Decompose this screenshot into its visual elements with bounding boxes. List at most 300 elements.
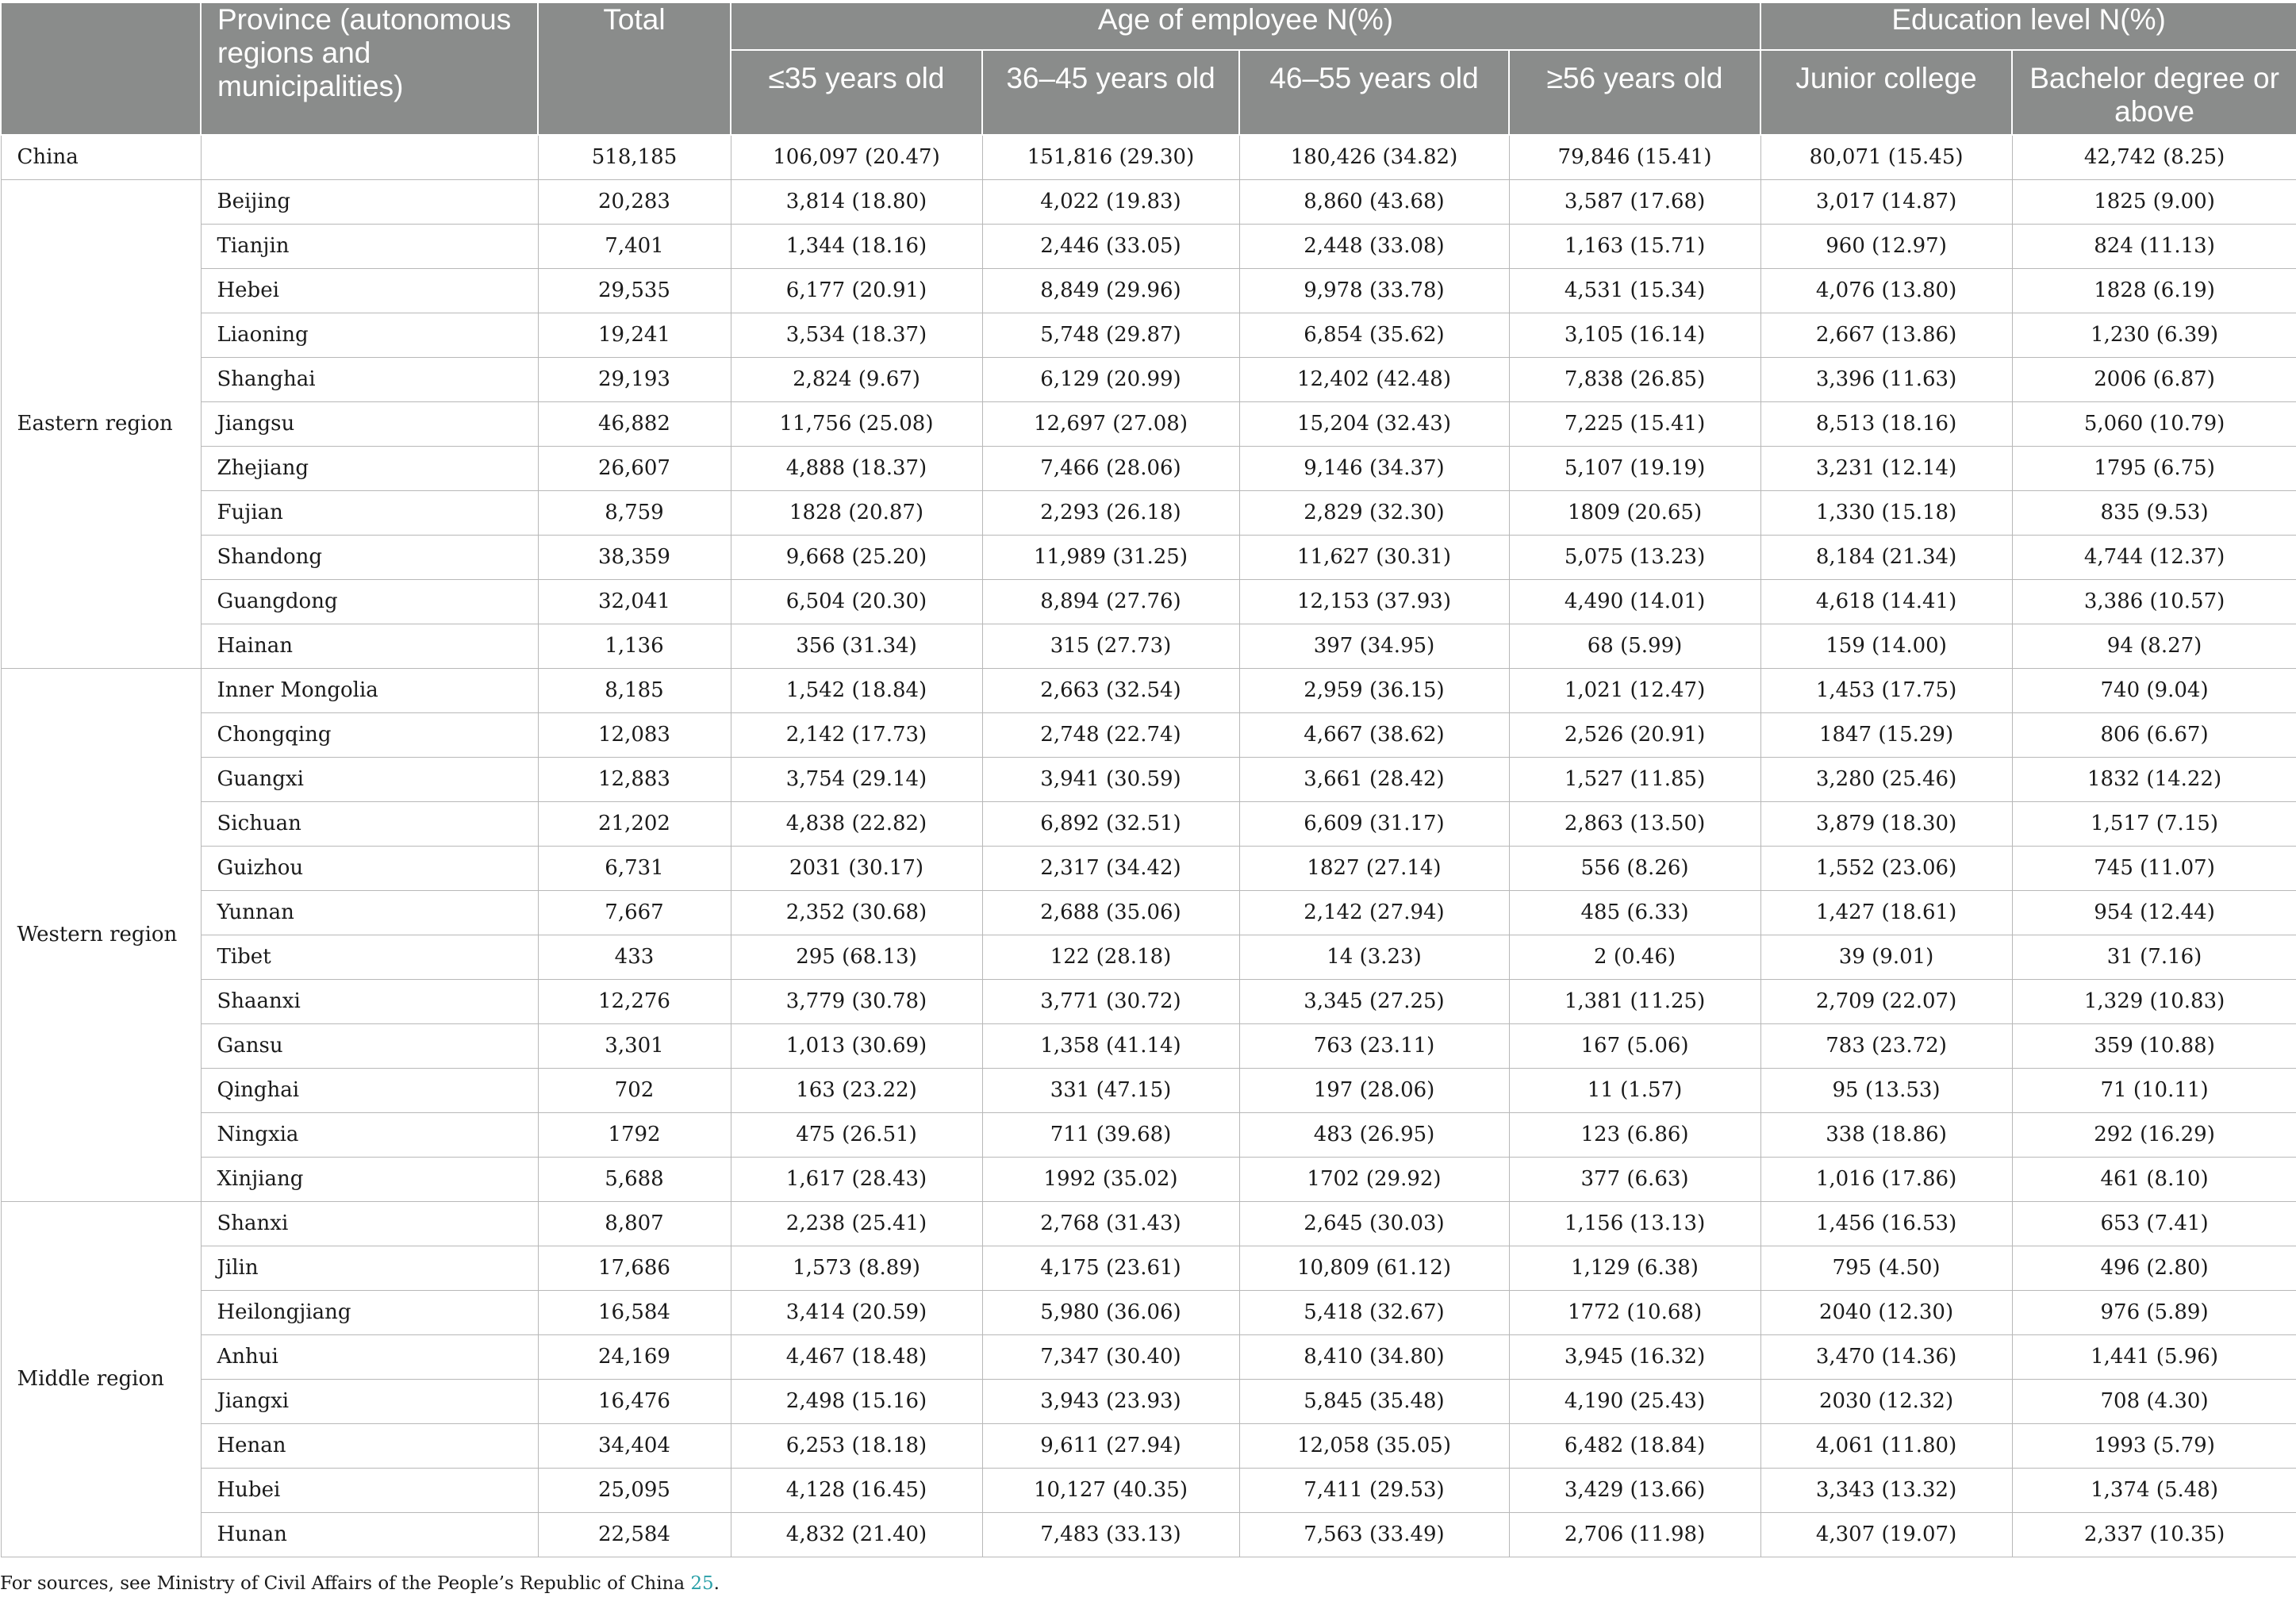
data-cell: 763 (23.11) <box>1239 1023 1509 1068</box>
data-cell: 292 (16.29) <box>2012 1112 2296 1157</box>
total-cell: 7,401 <box>538 224 731 268</box>
data-cell: 3,343 (13.32) <box>1760 1468 2012 1512</box>
data-cell: 1847 (15.29) <box>1760 712 2012 757</box>
province-cell: Gansu <box>201 1023 538 1068</box>
province-cell: Heilongjiang <box>201 1290 538 1334</box>
total-cell: 8,807 <box>538 1201 731 1246</box>
data-cell: 1,453 (17.75) <box>1760 668 2012 712</box>
data-cell: 3,941 (30.59) <box>982 757 1239 801</box>
data-cell: 122 (28.18) <box>982 935 1239 979</box>
header-bachelor: Bachelor degree or above <box>2012 50 2296 135</box>
employee-table <box>0 2 2296 1557</box>
data-cell: 94 (8.27) <box>2012 624 2296 668</box>
total-cell: 16,476 <box>538 1379 731 1423</box>
data-cell: 1,441 (5.96) <box>2012 1334 2296 1379</box>
table-row <box>1 268 2296 313</box>
total-cell: 26,607 <box>538 446 731 490</box>
data-cell: 4,467 (18.48) <box>731 1334 982 1379</box>
data-cell: 1,573 (8.89) <box>731 1246 982 1290</box>
data-cell: 3,231 (12.14) <box>1760 446 2012 490</box>
data-cell: 79,846 (15.41) <box>1509 135 1760 179</box>
total-cell: 17,686 <box>538 1246 731 1290</box>
data-cell: 1,156 (13.13) <box>1509 1201 1760 1246</box>
data-cell: 5,075 (13.23) <box>1509 535 1760 579</box>
total-cell: 46,882 <box>538 401 731 446</box>
data-cell: 795 (4.50) <box>1760 1246 2012 1290</box>
data-cell: 331 (47.15) <box>982 1068 1239 1112</box>
header-age-46-55: 46–55 years old <box>1239 50 1509 135</box>
data-cell: 11,627 (30.31) <box>1239 535 1509 579</box>
header-education-group: Education level N(%) <box>1760 2 2296 50</box>
total-cell: 25,095 <box>538 1468 731 1512</box>
data-cell: 7,225 (15.41) <box>1509 401 1760 446</box>
total-cell: 433 <box>538 935 731 979</box>
province-cell: Tianjin <box>201 224 538 268</box>
data-cell: 1,230 (6.39) <box>2012 313 2296 357</box>
data-cell: 3,345 (27.25) <box>1239 979 1509 1023</box>
table-row <box>1 1068 2296 1112</box>
data-cell: 954 (12.44) <box>2012 890 2296 935</box>
region-label: Eastern region <box>1 179 201 668</box>
data-cell: 2,448 (33.08) <box>1239 224 1509 268</box>
data-cell: 11 (1.57) <box>1509 1068 1760 1112</box>
total-cell: 20,283 <box>538 179 731 224</box>
data-cell: 1828 (6.19) <box>2012 268 2296 313</box>
data-cell: 4,128 (16.45) <box>731 1468 982 1512</box>
data-cell: 9,668 (25.20) <box>731 535 982 579</box>
data-cell: 4,531 (15.34) <box>1509 268 1760 313</box>
table-row <box>1 179 2296 224</box>
data-cell: 3,105 (16.14) <box>1509 313 1760 357</box>
data-cell: 3,754 (29.14) <box>731 757 982 801</box>
data-cell: 2,645 (30.03) <box>1239 1201 1509 1246</box>
data-cell: 9,611 (27.94) <box>982 1423 1239 1468</box>
table-row <box>1 712 2296 757</box>
province-cell: Guangdong <box>201 579 538 624</box>
data-cell: 1832 (14.22) <box>2012 757 2296 801</box>
province-cell: Shanghai <box>201 357 538 401</box>
header-total: Total <box>538 2 731 135</box>
data-cell: 1,517 (7.15) <box>2012 801 2296 846</box>
header-age-36-45: 36–45 years old <box>982 50 1239 135</box>
data-cell: 1809 (20.65) <box>1509 490 1760 535</box>
data-cell: 4,832 (21.40) <box>731 1512 982 1557</box>
region-label: China <box>1 135 201 179</box>
data-cell: 7,563 (33.49) <box>1239 1512 1509 1557</box>
data-cell: 6,854 (35.62) <box>1239 313 1509 357</box>
province-cell: Hubei <box>201 1468 538 1512</box>
province-cell: Guizhou <box>201 846 538 890</box>
data-cell: 1,374 (5.48) <box>2012 1468 2296 1512</box>
data-cell: 5,748 (29.87) <box>982 313 1239 357</box>
data-cell: 3,414 (20.59) <box>731 1290 982 1334</box>
province-cell: Shandong <box>201 535 538 579</box>
data-cell: 1,542 (18.84) <box>731 668 982 712</box>
data-cell: 4,618 (14.41) <box>1760 579 2012 624</box>
table-row <box>1 668 2296 712</box>
data-cell: 3,470 (14.36) <box>1760 1334 2012 1379</box>
data-cell: 3,017 (14.87) <box>1760 179 2012 224</box>
data-cell: 42,742 (8.25) <box>2012 135 2296 179</box>
data-cell: 1772 (10.68) <box>1509 1290 1760 1334</box>
data-cell: 106,097 (20.47) <box>731 135 982 179</box>
region-label: Western region <box>1 668 201 1201</box>
data-cell: 2,498 (15.16) <box>731 1379 982 1423</box>
total-cell: 6,731 <box>538 846 731 890</box>
data-cell: 3,879 (18.30) <box>1760 801 2012 846</box>
data-cell: 6,129 (20.99) <box>982 357 1239 401</box>
table-row <box>1 446 2296 490</box>
data-cell: 2,526 (20.91) <box>1509 712 1760 757</box>
data-cell: 12,058 (35.05) <box>1239 1423 1509 1468</box>
data-cell: 1827 (27.14) <box>1239 846 1509 890</box>
table-row <box>1 979 2296 1023</box>
data-cell: 123 (6.86) <box>1509 1112 1760 1157</box>
region-label: Middle region <box>1 1201 201 1557</box>
data-cell: 1,344 (18.16) <box>731 224 982 268</box>
data-cell: 1993 (5.79) <box>2012 1423 2296 1468</box>
province-cell: Yunnan <box>201 890 538 935</box>
table-row <box>1 1246 2296 1290</box>
table-row-china <box>1 135 2296 179</box>
total-cell: 1,136 <box>538 624 731 668</box>
header-age-group: Age of employee N(%) <box>731 2 1760 50</box>
province-cell: Inner Mongolia <box>201 668 538 712</box>
data-cell: 4,490 (14.01) <box>1509 579 1760 624</box>
footnote-end: . <box>713 1573 720 1594</box>
data-cell: 2040 (12.30) <box>1760 1290 2012 1334</box>
data-cell: 4,744 (12.37) <box>2012 535 2296 579</box>
data-cell: 2,863 (13.50) <box>1509 801 1760 846</box>
data-cell: 2,768 (31.43) <box>982 1201 1239 1246</box>
data-cell: 10,127 (40.35) <box>982 1468 1239 1512</box>
total-cell: 19,241 <box>538 313 731 357</box>
data-cell: 11,756 (25.08) <box>731 401 982 446</box>
data-cell: 3,945 (16.32) <box>1509 1334 1760 1379</box>
data-cell: 1,358 (41.14) <box>982 1023 1239 1068</box>
data-cell: 2,667 (13.86) <box>1760 313 2012 357</box>
data-cell: 14 (3.23) <box>1239 935 1509 979</box>
total-cell: 12,883 <box>538 757 731 801</box>
table-body <box>1 135 2296 1557</box>
data-cell: 2,293 (26.18) <box>982 490 1239 535</box>
total-cell: 3,301 <box>538 1023 731 1068</box>
province-cell: Qinghai <box>201 1068 538 1112</box>
table-row <box>1 1423 2296 1468</box>
total-cell: 518,185 <box>538 135 731 179</box>
header-age-56-over: ≥56 years old <box>1509 50 1760 135</box>
province-cell: Zhejiang <box>201 446 538 490</box>
data-cell: 8,849 (29.96) <box>982 268 1239 313</box>
data-cell: 3,771 (30.72) <box>982 979 1239 1023</box>
data-cell: 2,337 (10.35) <box>2012 1512 2296 1557</box>
data-cell: 2,748 (22.74) <box>982 712 1239 757</box>
data-cell: 4,190 (25.43) <box>1509 1379 1760 1423</box>
data-cell: 824 (11.13) <box>2012 224 2296 268</box>
footnote <box>0 1573 720 1594</box>
data-cell: 159 (14.00) <box>1760 624 2012 668</box>
data-cell: 15,204 (32.43) <box>1239 401 1509 446</box>
data-cell: 31 (7.16) <box>2012 935 2296 979</box>
data-cell: 95 (13.53) <box>1760 1068 2012 1112</box>
total-cell: 29,535 <box>538 268 731 313</box>
data-cell: 8,894 (27.76) <box>982 579 1239 624</box>
table-row <box>1 579 2296 624</box>
table-row <box>1 624 2296 668</box>
data-cell: 6,177 (20.91) <box>731 268 982 313</box>
table-row <box>1 757 2296 801</box>
data-cell: 10,809 (61.12) <box>1239 1246 1509 1290</box>
total-cell: 34,404 <box>538 1423 731 1468</box>
data-cell: 8,410 (34.80) <box>1239 1334 1509 1379</box>
data-cell: 6,504 (20.30) <box>731 579 982 624</box>
data-cell: 1,021 (12.47) <box>1509 668 1760 712</box>
data-cell: 8,513 (18.16) <box>1760 401 2012 446</box>
table-row <box>1 1468 2296 1512</box>
data-cell: 7,347 (30.40) <box>982 1334 1239 1379</box>
data-cell: 2006 (6.87) <box>2012 357 2296 401</box>
table-row <box>1 313 2296 357</box>
data-cell: 475 (26.51) <box>731 1112 982 1157</box>
data-cell: 3,396 (11.63) <box>1760 357 2012 401</box>
province-cell: Hainan <box>201 624 538 668</box>
table-row <box>1 1512 2296 1557</box>
province-cell: Xinjiang <box>201 1157 538 1201</box>
data-cell: 3,814 (18.80) <box>731 179 982 224</box>
data-cell: 1702 (29.92) <box>1239 1157 1509 1201</box>
data-cell: 4,667 (38.62) <box>1239 712 1509 757</box>
total-cell: 7,667 <box>538 890 731 935</box>
data-cell: 2,317 (34.42) <box>982 846 1239 890</box>
data-cell: 356 (31.34) <box>731 624 982 668</box>
data-cell: 2 (0.46) <box>1509 935 1760 979</box>
header-province: Province (autonomous regions and municipalities) <box>201 2 538 135</box>
reference-link[interactable]: 25 <box>690 1573 714 1594</box>
data-cell: 4,022 (19.83) <box>982 179 1239 224</box>
table-row <box>1 490 2296 535</box>
table-row <box>1 890 2296 935</box>
province-cell: Hunan <box>201 1512 538 1557</box>
table-row <box>1 1201 2296 1246</box>
data-cell: 4,061 (11.80) <box>1760 1423 2012 1468</box>
data-cell: 2,824 (9.67) <box>731 357 982 401</box>
total-cell: 1792 <box>538 1112 731 1157</box>
total-cell: 702 <box>538 1068 731 1112</box>
data-cell: 8,860 (43.68) <box>1239 179 1509 224</box>
data-cell: 1,552 (23.06) <box>1760 846 2012 890</box>
data-cell: 377 (6.63) <box>1509 1157 1760 1201</box>
table-row <box>1 1112 2296 1157</box>
data-cell: 1,456 (16.53) <box>1760 1201 2012 1246</box>
data-cell: 1,527 (11.85) <box>1509 757 1760 801</box>
data-cell: 4,307 (19.07) <box>1760 1512 2012 1557</box>
data-cell: 3,587 (17.68) <box>1509 179 1760 224</box>
data-cell: 960 (12.97) <box>1760 224 2012 268</box>
province-cell: Shaanxi <box>201 979 538 1023</box>
province-cell: Beijing <box>201 179 538 224</box>
data-cell: 4,888 (18.37) <box>731 446 982 490</box>
data-cell: 5,107 (19.19) <box>1509 446 1760 490</box>
data-cell: 5,980 (36.06) <box>982 1290 1239 1334</box>
data-cell: 4,838 (22.82) <box>731 801 982 846</box>
data-cell: 2,709 (22.07) <box>1760 979 2012 1023</box>
data-cell: 397 (34.95) <box>1239 624 1509 668</box>
data-cell: 485 (6.33) <box>1509 890 1760 935</box>
province-cell: Ningxia <box>201 1112 538 1157</box>
table-row <box>1 357 2296 401</box>
data-cell: 7,411 (29.53) <box>1239 1468 1509 1512</box>
data-cell: 2031 (30.17) <box>731 846 982 890</box>
total-cell: 24,169 <box>538 1334 731 1379</box>
data-cell: 2,238 (25.41) <box>731 1201 982 1246</box>
data-cell: 167 (5.06) <box>1509 1023 1760 1068</box>
table-row <box>1 801 2296 846</box>
data-cell: 556 (8.26) <box>1509 846 1760 890</box>
province-cell: Shanxi <box>201 1201 538 1246</box>
table-row <box>1 935 2296 979</box>
data-cell: 2,142 (27.94) <box>1239 890 1509 935</box>
data-cell: 151,816 (29.30) <box>982 135 1239 179</box>
total-cell: 38,359 <box>538 535 731 579</box>
data-cell: 806 (6.67) <box>2012 712 2296 757</box>
data-cell: 9,978 (33.78) <box>1239 268 1509 313</box>
table-row <box>1 224 2296 268</box>
data-cell: 483 (26.95) <box>1239 1112 1509 1157</box>
data-cell: 2,688 (35.06) <box>982 890 1239 935</box>
table-row <box>1 401 2296 446</box>
data-cell: 1,129 (6.38) <box>1509 1246 1760 1290</box>
data-cell: 2,959 (36.15) <box>1239 668 1509 712</box>
data-cell: 2,829 (32.30) <box>1239 490 1509 535</box>
province-cell: Jiangsu <box>201 401 538 446</box>
data-cell: 39 (9.01) <box>1760 935 2012 979</box>
data-cell: 1,330 (15.18) <box>1760 490 2012 535</box>
data-cell: 6,609 (31.17) <box>1239 801 1509 846</box>
total-cell: 29,193 <box>538 357 731 401</box>
header-age-35-under: ≤35 years old <box>731 50 982 135</box>
province-cell: Sichuan <box>201 801 538 846</box>
data-cell: 3,661 (28.42) <box>1239 757 1509 801</box>
province-cell: Jiangxi <box>201 1379 538 1423</box>
province-cell: Anhui <box>201 1334 538 1379</box>
data-cell: 1,381 (11.25) <box>1509 979 1760 1023</box>
data-cell: 708 (4.30) <box>2012 1379 2296 1423</box>
data-cell: 315 (27.73) <box>982 624 1239 668</box>
total-cell: 8,759 <box>538 490 731 535</box>
data-cell: 8,184 (21.34) <box>1760 535 2012 579</box>
province-cell <box>201 135 538 179</box>
data-cell: 7,466 (28.06) <box>982 446 1239 490</box>
table-row <box>1 1023 2296 1068</box>
table-row <box>1 1157 2296 1201</box>
total-cell: 12,083 <box>538 712 731 757</box>
total-cell: 12,276 <box>538 979 731 1023</box>
data-cell: 2,706 (11.98) <box>1509 1512 1760 1557</box>
data-cell: 1828 (20.87) <box>731 490 982 535</box>
data-cell: 3,943 (23.93) <box>982 1379 1239 1423</box>
table-row <box>1 846 2296 890</box>
data-cell: 2,352 (30.68) <box>731 890 982 935</box>
table-row <box>1 1379 2296 1423</box>
footnote-text: For sources, see Ministry of Civil Affairs of the People’s Republic of China <box>0 1573 691 1594</box>
data-cell: 461 (8.10) <box>2012 1157 2296 1201</box>
data-cell: 5,845 (35.48) <box>1239 1379 1509 1423</box>
province-cell: Hebei <box>201 268 538 313</box>
province-cell: Fujian <box>201 490 538 535</box>
data-cell: 496 (2.80) <box>2012 1246 2296 1290</box>
table-header <box>1 2 2296 135</box>
data-cell: 12,153 (37.93) <box>1239 579 1509 624</box>
data-cell: 295 (68.13) <box>731 935 982 979</box>
total-cell: 32,041 <box>538 579 731 624</box>
data-cell: 2,446 (33.05) <box>982 224 1239 268</box>
data-cell: 6,253 (18.18) <box>731 1423 982 1468</box>
data-cell: 9,146 (34.37) <box>1239 446 1509 490</box>
data-cell: 1,617 (28.43) <box>731 1157 982 1201</box>
data-cell: 783 (23.72) <box>1760 1023 2012 1068</box>
data-cell: 2,663 (32.54) <box>982 668 1239 712</box>
data-cell: 7,483 (33.13) <box>982 1512 1239 1557</box>
data-cell: 745 (11.07) <box>2012 846 2296 890</box>
data-cell: 80,071 (15.45) <box>1760 135 2012 179</box>
province-cell: Guangxi <box>201 757 538 801</box>
data-cell: 338 (18.86) <box>1760 1112 2012 1157</box>
total-cell: 22,584 <box>538 1512 731 1557</box>
total-cell: 5,688 <box>538 1157 731 1201</box>
data-cell: 2030 (12.32) <box>1760 1379 2012 1423</box>
header-junior-college: Junior college <box>1760 50 2012 135</box>
data-cell: 1795 (6.75) <box>2012 446 2296 490</box>
data-cell: 1,427 (18.61) <box>1760 890 2012 935</box>
data-cell: 197 (28.06) <box>1239 1068 1509 1112</box>
data-cell: 68 (5.99) <box>1509 624 1760 668</box>
total-cell: 8,185 <box>538 668 731 712</box>
data-cell: 12,697 (27.08) <box>982 401 1239 446</box>
data-cell: 835 (9.53) <box>2012 490 2296 535</box>
data-cell: 4,076 (13.80) <box>1760 268 2012 313</box>
data-cell: 4,175 (23.61) <box>982 1246 1239 1290</box>
table-row <box>1 1334 2296 1379</box>
data-cell: 7,838 (26.85) <box>1509 357 1760 401</box>
province-cell: Liaoning <box>201 313 538 357</box>
data-cell: 2,142 (17.73) <box>731 712 982 757</box>
data-cell: 740 (9.04) <box>2012 668 2296 712</box>
data-cell: 11,989 (31.25) <box>982 535 1239 579</box>
data-cell: 1825 (9.00) <box>2012 179 2296 224</box>
data-cell: 1,163 (15.71) <box>1509 224 1760 268</box>
data-cell: 3,280 (25.46) <box>1760 757 2012 801</box>
total-cell: 21,202 <box>538 801 731 846</box>
data-cell: 1992 (35.02) <box>982 1157 1239 1201</box>
data-cell: 1,016 (17.86) <box>1760 1157 2012 1201</box>
province-cell: Henan <box>201 1423 538 1468</box>
province-cell: Jilin <box>201 1246 538 1290</box>
total-cell: 16,584 <box>538 1290 731 1334</box>
data-cell: 71 (10.11) <box>2012 1068 2296 1112</box>
data-cell: 1,329 (10.83) <box>2012 979 2296 1023</box>
data-cell: 711 (39.68) <box>982 1112 1239 1157</box>
data-cell: 3,386 (10.57) <box>2012 579 2296 624</box>
data-cell: 3,779 (30.78) <box>731 979 982 1023</box>
data-cell: 5,060 (10.79) <box>2012 401 2296 446</box>
table-row <box>1 1290 2296 1334</box>
data-cell: 180,426 (34.82) <box>1239 135 1509 179</box>
table-row <box>1 535 2296 579</box>
data-cell: 653 (7.41) <box>2012 1201 2296 1246</box>
header-region <box>1 2 201 135</box>
data-cell: 976 (5.89) <box>2012 1290 2296 1334</box>
data-cell: 5,418 (32.67) <box>1239 1290 1509 1334</box>
